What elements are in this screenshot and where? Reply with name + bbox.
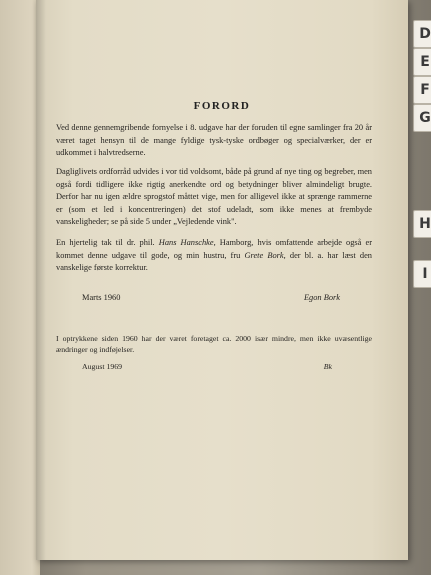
name-hanschke: Hans Hanschke <box>158 238 214 247</box>
paragraph-3: En hjertelig tak til dr. phil. Hans Hanschke, Hamborg, hvis omfattende arbejde også er kommet denne udgave til gode, og min hustru, fru Grete Bork, der bl. a. har læst den vanskelige første korrektur. <box>56 238 372 273</box>
date-1960: Marts 1960 <box>82 293 121 302</box>
spine-shadow <box>36 0 46 560</box>
letter-tile: D <box>413 20 431 48</box>
paragraph-2: Dagliglivets ordforråd udvides i vor tid voldsomt, både på grund af nye ting og begreber, men også fordi tidligere ikke rigtig anerkendte ord og betydninger bliver almindeligt brugte. Derfor har nu igen ældre sprogstof måttet vige, men for alligevel ikke at sprænge rammerne er (som et led i koncentreringen) det stof udeladt, som ikke menes at frembyde vanskeligheder; se på side 5 under „Vejledende vink". <box>56 167 372 227</box>
letter-tiles <box>405 0 431 575</box>
book-page <box>36 0 408 560</box>
author-signature: Egon Bork <box>303 293 340 302</box>
page-title: FORORD <box>193 100 251 112</box>
left-page-edge <box>0 0 40 575</box>
letter-tile: F <box>413 76 431 104</box>
name-grete-bork: Grete Bork <box>244 250 284 260</box>
paragraph-4: I optrykkene siden 1960 har der været foretaget ca. 2000 især mindre, men ikke uvæsentlige ændringer og indføjelser. <box>56 334 372 355</box>
letter-tile: H <box>413 210 431 238</box>
date-1969: August 1969 <box>82 362 123 371</box>
paragraph-1: Ved denne gennemgribende fornyelse i 8. udgave har der foruden til egne samlinger fra 20 år været taget hensyn til de mange fyldige tysk-tyske ordbøger og specialværker, der er udkommet i halvtredserne. <box>56 123 372 158</box>
initials-signature: Bk <box>323 362 332 371</box>
letter-tile: E <box>413 48 431 76</box>
letter-tile: G <box>413 104 431 132</box>
letter-tile: I <box>413 260 431 288</box>
